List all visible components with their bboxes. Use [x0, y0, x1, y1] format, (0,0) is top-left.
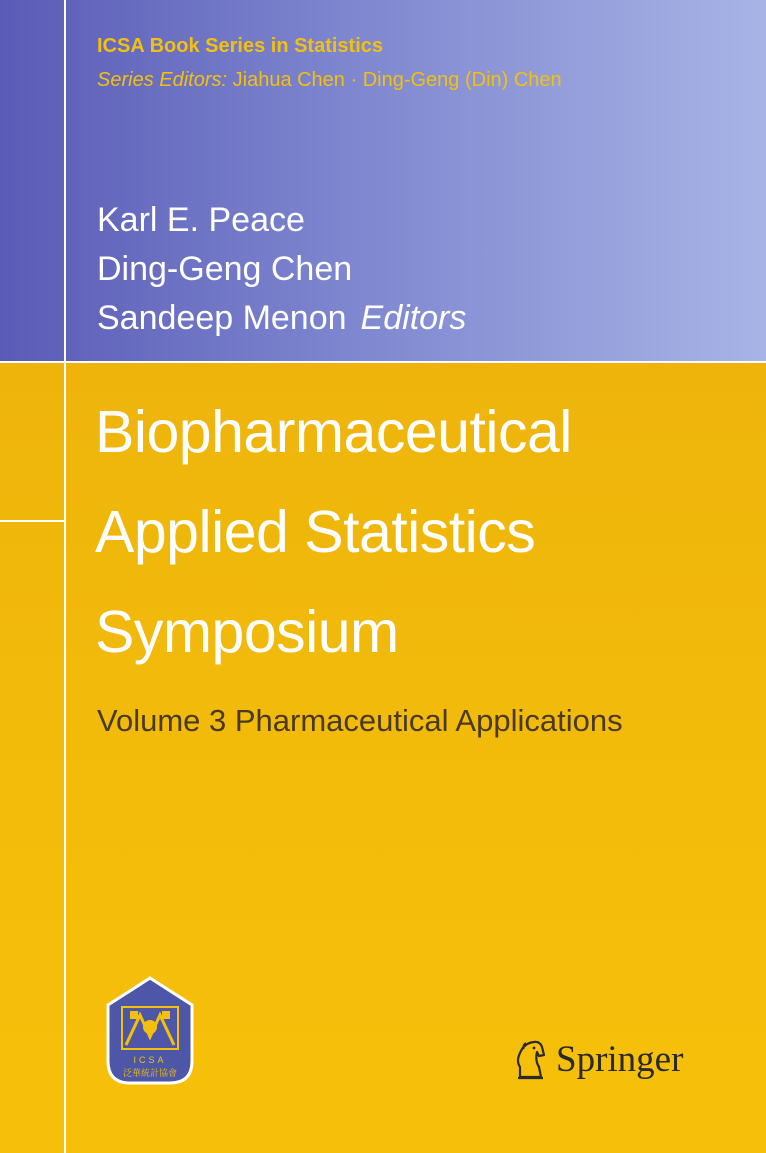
publisher-name: Springer — [556, 1038, 684, 1080]
book-title-line: Biopharmaceutical — [95, 399, 572, 465]
editor-name: Karl E. Peace — [97, 201, 305, 239]
book-title-line: Applied Statistics — [95, 499, 536, 565]
book-title — [95, 382, 572, 682]
editors-role-label: Editors — [360, 299, 467, 337]
series-editors-names: Jiahua Chen · Ding-Geng (Din) Chen — [232, 69, 562, 91]
icsa-logo-icon — [100, 975, 200, 1087]
volume-editors — [97, 196, 466, 343]
short-rule — [0, 520, 66, 522]
publisher-mark — [510, 1034, 683, 1084]
book-title-line: Symposium — [95, 599, 399, 665]
editor-name: Sandeep Menon — [97, 299, 347, 337]
series-editors — [97, 66, 562, 94]
series-title: ICSA Book Series in Statistics — [97, 35, 384, 57]
logo-chinese-caption: 泛華統計協會 — [122, 1069, 178, 1079]
book-subtitle: Volume 3 Pharmaceutical Applications — [97, 703, 623, 738]
editor-name: Ding-Geng Chen — [97, 250, 353, 288]
horizontal-rule — [0, 361, 766, 363]
vertical-rule — [64, 0, 66, 1153]
logo-caption: ICSA — [133, 1055, 167, 1065]
springer-horse-icon — [510, 1037, 548, 1081]
series-editors-label: Series Editors: — [97, 69, 228, 91]
editor-name-with-role — [97, 294, 466, 343]
